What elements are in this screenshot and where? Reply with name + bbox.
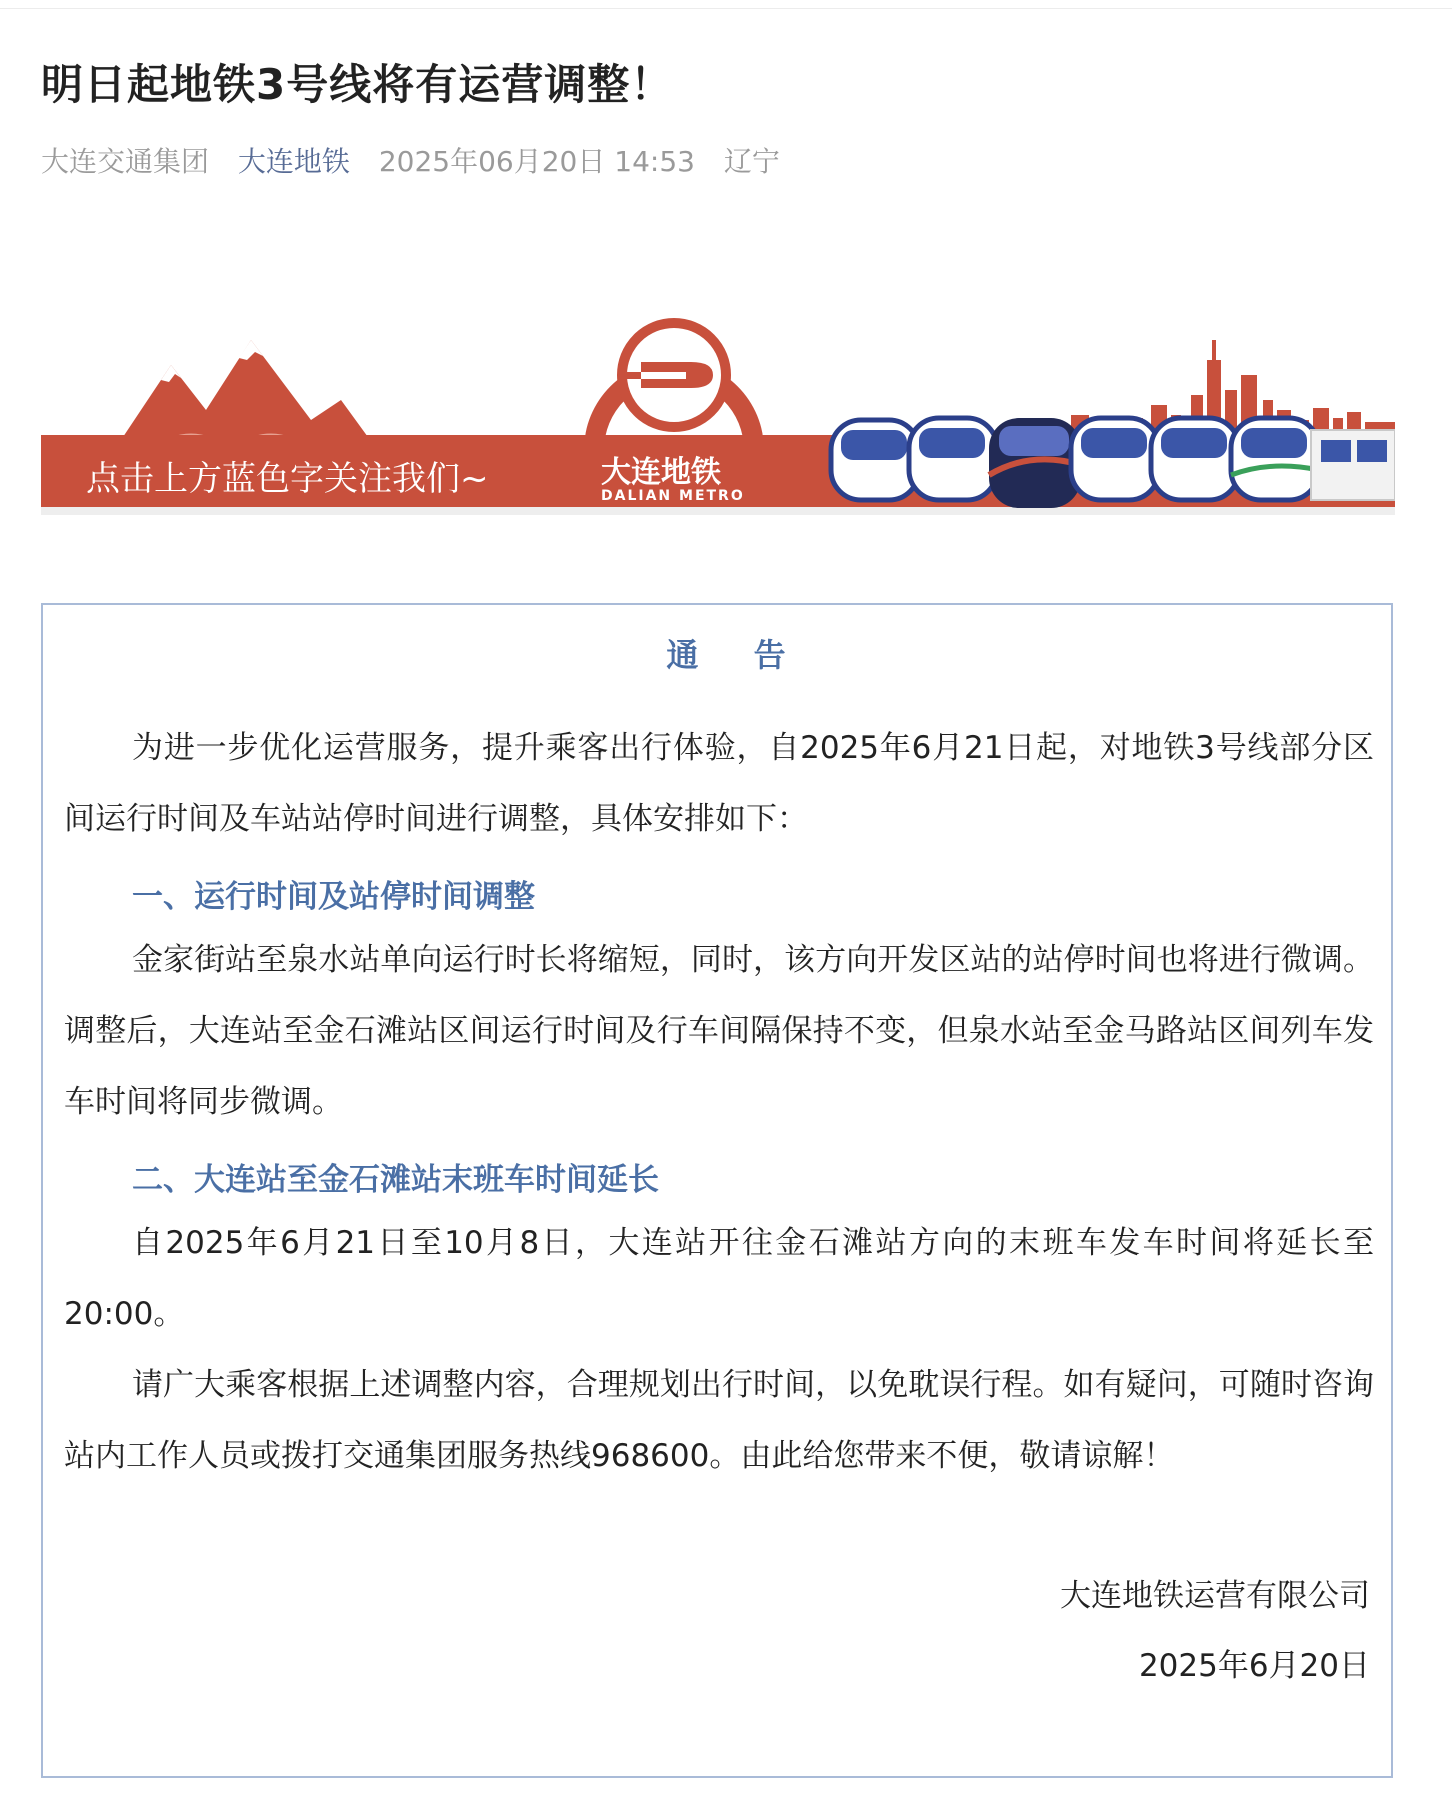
section2-body: 自2025年6月21日至10月8日，大连站开往金石滩站方向的末班车发车时间将延长至20:00。 [64, 1225, 1374, 1332]
dalian-metro-logo [584, 323, 764, 450]
article-title: 明日起地铁3号线将有运营调整！ [41, 60, 674, 109]
top-divider [0, 8, 1452, 9]
banner-brand-en: DALIAN METRO [601, 488, 745, 504]
publish-location: 辽宁 [723, 145, 780, 178]
follow-banner[interactable] [41, 300, 1395, 515]
article-meta [41, 140, 800, 180]
banner-graphic [41, 300, 1395, 515]
section1-body: 金家街站至泉水站单向运行时长将缩短，同时，该方向开发区站的站停时间也将进行微调。调整后，大连站至金石滩站区间运行时间及行车间隔保持不变，但泉水站至金马路站区间列车发车时间将同步微调。 [64, 942, 1374, 1120]
banner-brand-cn: 大连地铁 [601, 455, 721, 490]
section2-heading: 二、大连站至金石滩站末班车时间延长 [132, 1162, 659, 1198]
banner-slogan: 点击上方蓝色字关注我们~ [86, 459, 489, 499]
source-name: 大连交通集团 [41, 145, 210, 178]
signature-date: 2025年6月20日 [1138, 1648, 1370, 1684]
account-link[interactable]: 大连地铁 [237, 145, 350, 178]
signature-company: 大连地铁运营有限公司 [1060, 1578, 1370, 1614]
closing-paragraph: 请广大乘客根据上述调整内容，合理规划出行时间，以免耽误行程。如有疑问，可随时咨询站内工作人员或拨打交通集团服务热线968600。由此给您带来不便，敬请谅解！ [64, 1367, 1374, 1474]
section1-heading: 一、运行时间及站停时间调整 [132, 879, 535, 915]
notice-intro: 为进一步优化运营服务，提升乘客出行体验，自2025年6月21日起，对地铁3号线部分区间运行时间及车站站停时间进行调整，具体安排如下： [64, 730, 1374, 837]
notice-title: 通 告 [666, 636, 808, 674]
publish-datetime: 2025年06月20日 14:53 [378, 145, 695, 178]
